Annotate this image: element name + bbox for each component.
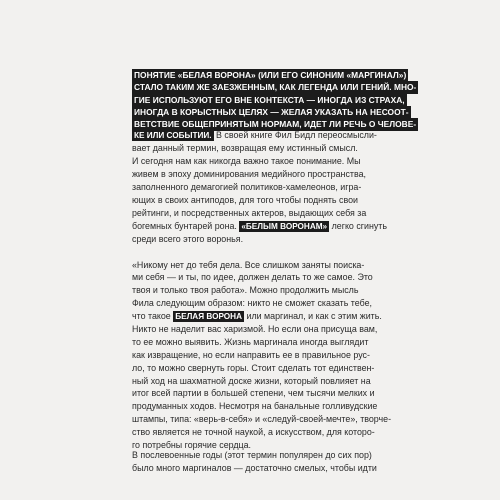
highlight-line: ГИЕ ИСПОЛЬЗУЮТ ЕГО ВНЕ КОНТЕКСТА — ИНОГДА ИЗ СТРАХА, bbox=[134, 94, 405, 105]
paragraph-1 bbox=[132, 142, 387, 245]
paragraph-line: было много маргиналов — достаточно смелых, чтобы идти bbox=[132, 462, 377, 473]
paragraph-line: го потребны горячие сердца. bbox=[132, 439, 252, 450]
paragraph-line: ство является не точной наукой, а искусством, для которо- bbox=[132, 427, 375, 438]
paragraph-3 bbox=[132, 449, 376, 475]
paragraph-text: В своей книге Фил Бидл переосмысли- bbox=[213, 130, 377, 141]
paragraph-line: как извращение, но если направить ее в правильное рус- bbox=[132, 349, 370, 360]
paragraph-line: ющих в своих антиподов, для того чтобы поднять свои bbox=[132, 194, 358, 205]
paragraph-line: живем в эпоху доминирования медийного пространства, bbox=[132, 169, 366, 180]
paragraph-text: богемных бунтарей рона. bbox=[132, 220, 237, 231]
highlighted-intro bbox=[132, 68, 417, 142]
paragraph-line: Фила следующим образом: никто не сможет сказать тебе, bbox=[132, 298, 372, 309]
paragraph-line: вает данный термин, возвращая ему истинный смысл. bbox=[132, 143, 358, 154]
paragraph-line: заполненного демагогией политиков-хамелеонов, игра- bbox=[132, 182, 362, 193]
paragraph-line: Никто не наделит вас харизмой. Но если она присуща вам, bbox=[132, 323, 378, 334]
paragraph-line: И сегодня нам как никогда важно такое понимание. Мы bbox=[132, 156, 361, 167]
paragraph-line: В послевоенные годы (этот термин популярен до сих пор) bbox=[132, 450, 372, 460]
paragraph-line: то ее можно выявить. Жизнь маргинала иногда выглядит bbox=[132, 336, 369, 347]
paragraph-line: штампы, типа: «верь-в-себя» и «следуй-своей-мечте», творче- bbox=[132, 414, 392, 425]
highlight-tag: «БЕЛЫМ ВОРОНАМ» bbox=[241, 221, 328, 231]
paragraph-text: легко сгинуть bbox=[329, 220, 387, 231]
paragraph-line: продуманных ходов. Несмотря на банальные голливудские bbox=[132, 401, 378, 412]
paragraph-line: итог всей партии в большей степени, чем тысячи мелких и bbox=[132, 388, 375, 399]
highlight-line: СТАЛО ТАКИМ ЖЕ ЗАЕЗЖЕННЫМ, КАК ЛЕГЕНДА ИЛИ ГЕНИЙ. МНО- bbox=[134, 82, 417, 93]
paragraph-line: ми себя — и ты, по идее, должен делать то же самое. Это bbox=[132, 272, 373, 283]
paragraph-text: что такое bbox=[132, 311, 174, 322]
highlight-line: ПОНЯТИЕ «БЕЛАЯ ВОРОНА» (ИЛИ ЕГО СИНОНИМ «МАРГИНАЛ») bbox=[134, 70, 407, 80]
paragraph-line: среди всего этого воронья. bbox=[132, 233, 244, 244]
paragraph-text: или маргинал, и как с этим жить. bbox=[244, 311, 382, 322]
highlight-line: ВЕТСТВИЕ ОБЩЕПРИНЯТЫМ НОРМАМ, ИДЕТ ЛИ РЕЧЬ О ЧЕЛОВЕ- bbox=[134, 119, 417, 130]
paragraph-2 bbox=[132, 259, 392, 452]
highlight-line: ИНОГДА В КОРЫСТНЫХ ЦЕЛЯХ — ЖЕЛАЯ УКАЗАТЬ НА НЕСООТ- bbox=[134, 106, 409, 117]
highlight-tag: БЕЛАЯ ВОРОНА bbox=[175, 312, 243, 322]
paragraph-line: ный ход на шахматной доске жизни, который повлияет на bbox=[132, 375, 371, 386]
paragraph-line: «Никому нет до тебя дела. Все слишком заняты поискa- bbox=[132, 259, 365, 270]
paragraph-line: ло, то можно свернуть горы. Стоит сделать тот единствен- bbox=[132, 362, 375, 373]
highlight-line: КЕ ИЛИ СОБЫТИИ. bbox=[134, 131, 212, 141]
paragraph-line: твоя и только твоя работа». Можно продолжить мысль bbox=[132, 285, 359, 296]
text-column bbox=[132, 68, 417, 452]
paragraph-line: рейтинги, и посредственных актеров, выдающих себя за bbox=[132, 207, 367, 218]
